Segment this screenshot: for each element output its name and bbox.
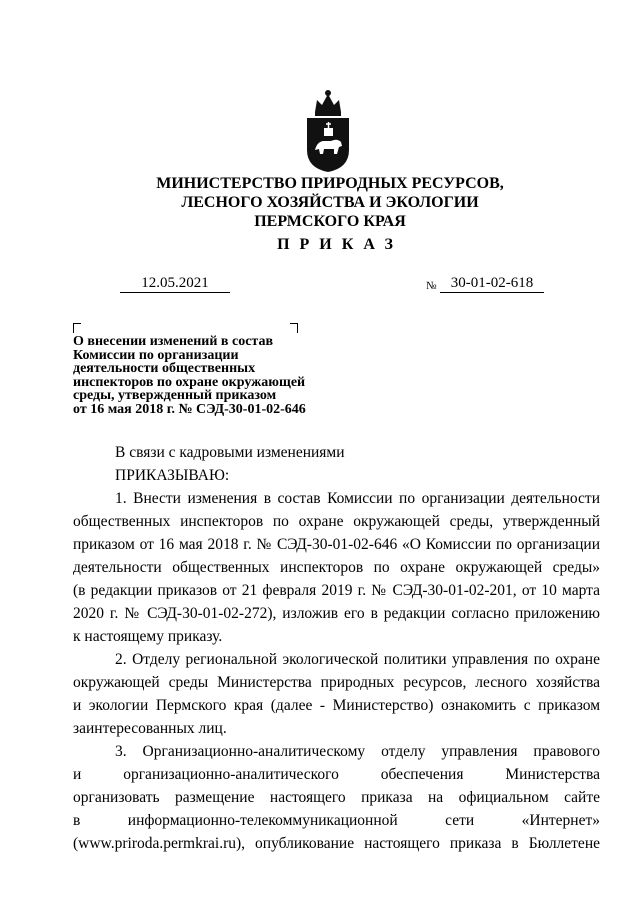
ministry-line: ЛЕСНОГО ХОЗЯЙСТВА И ЭКОЛОГИИ bbox=[181, 194, 479, 211]
text-line: окружающей среды Министерства природных ресурсов, лесного хозяйства bbox=[73, 674, 600, 691]
text-line: и организационно-аналитического обеспечения Министерства bbox=[73, 766, 600, 783]
order-date: 12.05.2021 bbox=[120, 274, 230, 293]
text-line: организовать размещение настоящего приказа на официальном сайте bbox=[73, 789, 600, 806]
text-line: деятельности общественных инспекторов по охране окружающей среды» bbox=[73, 559, 600, 576]
paragraph-3 bbox=[73, 740, 600, 855]
text-line: и экологии Пермского края (далее - Министерство) ознакомить с приказом bbox=[73, 697, 600, 714]
subject-corner-left bbox=[73, 323, 81, 333]
document-type-title: ПРИКАЗ bbox=[277, 236, 403, 253]
order-command: ПРИКАЗЫВАЮ: bbox=[115, 467, 230, 484]
subject-line: деятельности общественных bbox=[73, 361, 256, 376]
intro-line: В связи с кадровыми изменениями bbox=[115, 444, 345, 461]
subject-line: Комиссии по организации bbox=[73, 347, 239, 363]
ministry-line: МИНИСТЕРСТВО ПРИРОДНЫХ РЕСУРСОВ, bbox=[156, 175, 504, 192]
paragraph-1 bbox=[73, 487, 600, 648]
text-line: 3. Организационно-аналитическому отделу управления правового bbox=[115, 743, 600, 760]
perm-krai-coat-of-arms-icon bbox=[301, 88, 355, 174]
text-line: общественных инспекторов по охране окружающей среды, утвержденный bbox=[73, 513, 600, 530]
subject-line: от 16 мая 2018 г. № СЭД-30-01-02-646 bbox=[73, 401, 306, 417]
text-line: в информационно-телекоммуникационной сети «Интернет» bbox=[73, 812, 600, 829]
ministry-name bbox=[120, 174, 540, 231]
number-sign: № bbox=[426, 280, 437, 292]
paragraph-2 bbox=[73, 648, 600, 740]
subject-line: среды, утвержденный приказом bbox=[73, 388, 277, 403]
ministry-line: ПЕРМСКОГО КРАЯ bbox=[254, 213, 406, 230]
text-line: (www.priroda.permkrai.ru), опубликование настоящего приказа в Бюллетене bbox=[73, 835, 600, 852]
text-line: 1. Внести изменения в состав Комиссии по организации деятельности bbox=[115, 490, 600, 507]
order-body bbox=[73, 441, 600, 855]
text-line: 2020 г. № СЭД-30-01-02-272), изложив его в редакции согласно приложению bbox=[73, 605, 600, 622]
subject-line: инспекторов по охране окружающей bbox=[73, 374, 306, 390]
subject-corner-right bbox=[290, 323, 298, 333]
text-line: (в редакции приказов от 21 февраля 2019 г. № СЭД-30-01-02-201, от 10 марта bbox=[73, 582, 600, 599]
subject-line: О внесении изменений в состав bbox=[73, 334, 274, 349]
text-line: заинтересованных лиц. bbox=[73, 720, 227, 737]
text-line: 2. Отделу региональной экологической политики управления по охране bbox=[115, 651, 600, 668]
order-number: 30-01-02-618 bbox=[440, 274, 544, 293]
text-line: приказом от 16 мая 2018 г. № СЭД-30-01-02-646 «О Комиссии по организации bbox=[73, 536, 600, 553]
order-subject bbox=[73, 335, 343, 416]
text-line: к настоящему приказу. bbox=[73, 628, 223, 645]
